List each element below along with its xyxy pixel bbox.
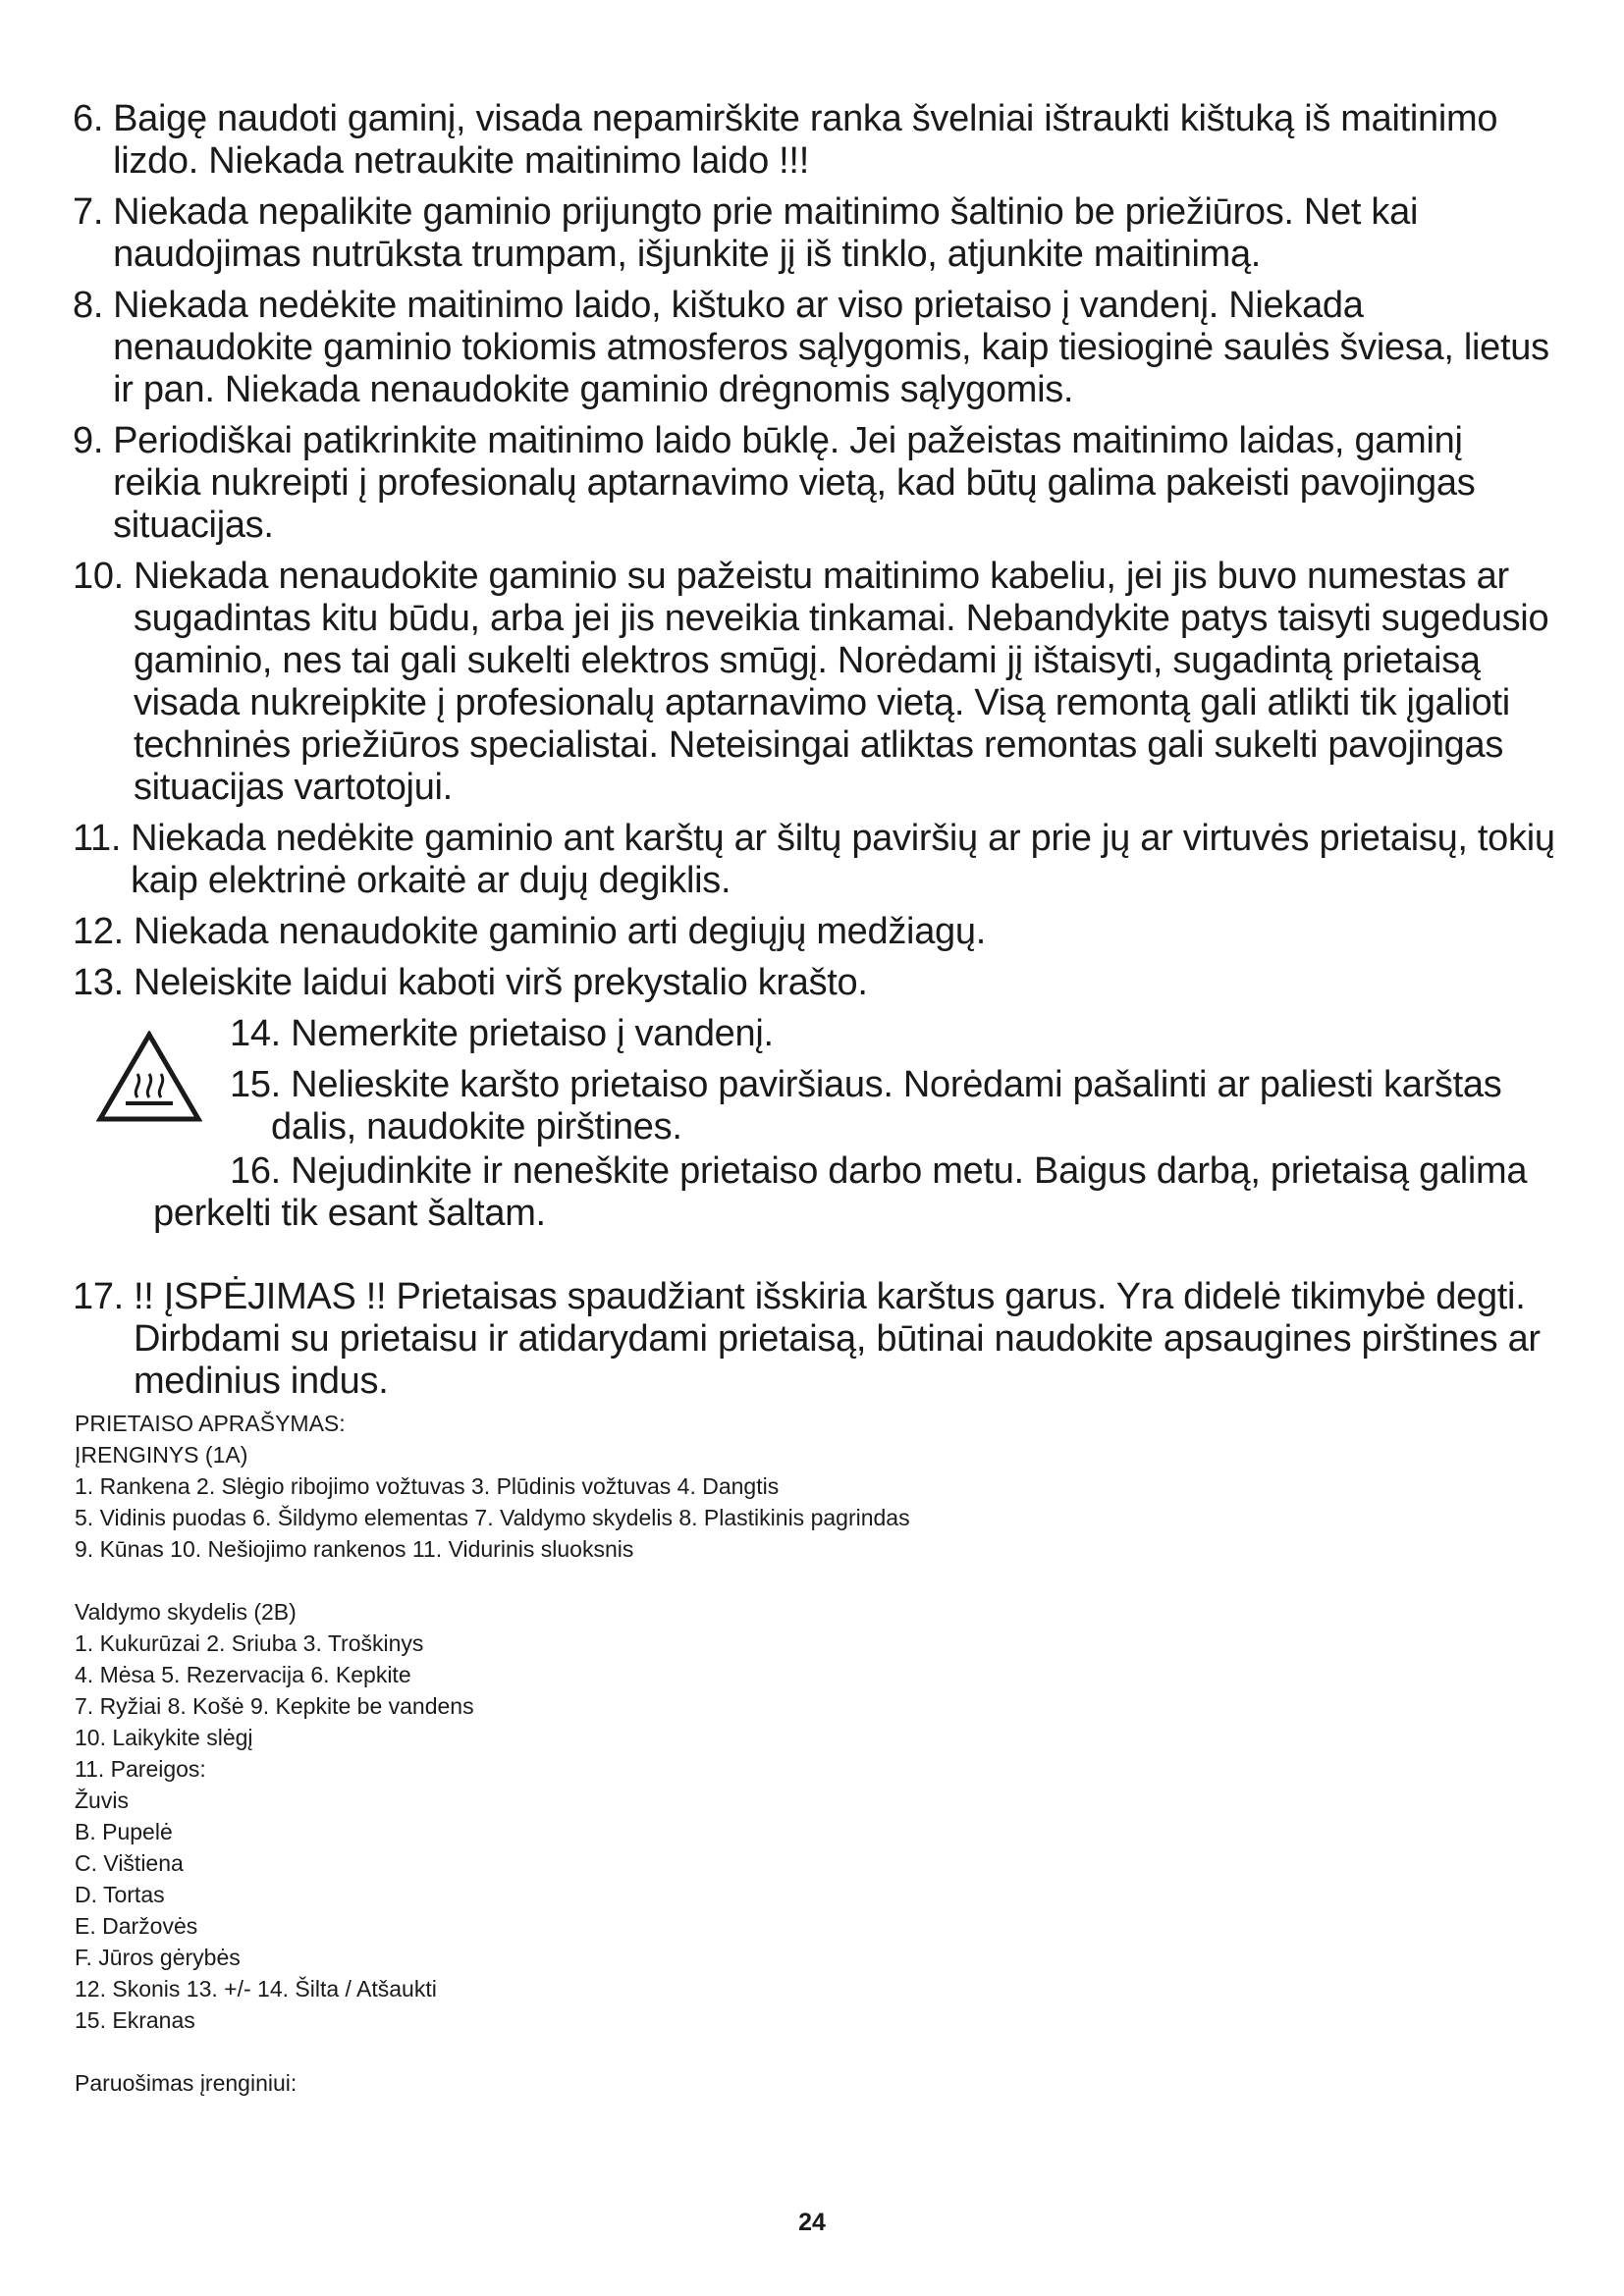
panel-line: C. Vištiena: [75, 1850, 184, 1876]
instruction-item: [73, 420, 1555, 547]
device-description: [75, 1408, 1351, 2099]
device-title: ĮRENGINYS (1A): [75, 1442, 248, 1468]
item-text: Periodiškai patikrinkite maitinimo laido būklę. Jei pažeistas maitinimo laidas, gaminį reikia nukreipti į profesionalų aptarnavimo vietą, kad būtų galima pakeisti pavojingas situacijas.: [113, 420, 1476, 546]
instruction-item: [73, 191, 1555, 276]
item-number: 6.: [73, 98, 104, 139]
instruction-item: [73, 818, 1555, 902]
panel-line: D. Tortas: [75, 1882, 165, 1907]
warning-item-17: [73, 1276, 1555, 1403]
panel-line: 11. Pareigos:: [75, 1756, 206, 1782]
item-text: Niekada nenaudokite gaminio su pažeistu maitinimo kabeliu, jei jis buvo numestas ar sugadintas kitu būdu, arba jei jis neveikia tinkamai. Nebandykite patys taisyti sugedusio gaminio, nes tai gali sukelti elektros smūgį. Norėdami jį ištaisyti, sugadintą prietaisą visada nukreipkite į profesionalų aptarnavimo vietą. Visą remontą gali atlikti tik įgalioti techninės priežiūros specialistai. Neteisingai atliktas remontas gali sukelti pavojingas situacijas vartotojui.: [133, 556, 1549, 808]
panel-title: Valdymo skydelis (2B): [75, 1599, 297, 1625]
warning-item-16-continuation: perkelti tik esant šaltam.: [153, 1193, 546, 1234]
warning-item-15: [230, 1064, 1545, 1148]
page-number: 24: [798, 2209, 826, 2236]
item-text: !! ĮSPĖJIMAS !! Prietaisas spaudžiant išskiria karštus garus. Yra didelė tikimybė degti. Dirbdami su prietaisu ir atidarydami prietaisą, būtinai naudokite apsaugines pirštines ar medinius indus.: [133, 1276, 1541, 1402]
item-text: Niekada nepalikite gaminio prijungto prie maitinimo šaltinio be priežiūros. Net kai naudojimas nutrūksta trumpam, išjunkite jį iš tinklo, atjunkite maitinimą.: [113, 191, 1419, 275]
panel-line: 10. Laikykite slėgį: [75, 1725, 253, 1750]
item-number: 8.: [73, 285, 104, 326]
panel-line: 7. Ryžiai 8. Košė 9. Kepkite be vandens: [75, 1693, 474, 1719]
item-text: Niekada nedėkite gaminio ant karštų ar šiltų paviršių ar prie jų ar virtuvės prietaisų, tokių kaip elektrinė orkaitė ar dujų degiklis.: [131, 818, 1555, 901]
device-parts-line: 9. Kūnas 10. Nešiojimo rankenos 11. Vidurinis sluoksnis: [75, 1536, 634, 1562]
panel-line: B. Pupelė: [75, 1819, 173, 1844]
description-heading: PRIETAISO APRAŠYMAS:: [75, 1411, 346, 1436]
panel-line: 4. Mėsa 5. Rezervacija 6. Kepkite: [75, 1662, 411, 1687]
item-text: Baigę naudoti gaminį, visada nepamirškite ranka švelniai ištraukti kištuką iš maitinimo lizdo. Niekada netraukite maitinimo laido !!!: [113, 98, 1498, 182]
instruction-item: [73, 962, 1555, 1004]
instruction-item: [73, 285, 1555, 411]
warning-item-15-line1: 15. Nelieskite karšto prietaiso paviršiaus. Norėdami pašalinti ar paliesti karštas: [230, 1064, 1502, 1105]
panel-line: F. Jūros gėrybės: [75, 1945, 241, 1970]
instruction-item: [73, 556, 1555, 809]
item-text: Neleiskite laidui kaboti virš prekystalio krašto.: [133, 962, 868, 1003]
item-number: 9.: [73, 420, 104, 461]
panel-line: 15. Ekranas: [75, 2007, 195, 2033]
hot-surface-warning-block: [73, 1013, 1555, 1268]
item-number: 12.: [73, 911, 124, 952]
item-text: Niekada nenaudokite gaminio arti degiųjų medžiagų.: [133, 911, 986, 952]
item-number: 13.: [73, 962, 124, 1003]
panel-line: 12. Skonis 13. +/- 14. Šilta / Atšaukti: [75, 1976, 437, 2002]
panel-line: Žuvis: [75, 1788, 129, 1813]
safety-instructions: [73, 98, 1555, 1412]
instruction-item: [73, 98, 1555, 183]
item-number: 10.: [73, 556, 124, 597]
device-parts-line: 1. Rankena 2. Slėgio ribojimo vožtuvas 3. Plūdinis vožtuvas 4. Dangtis: [75, 1473, 780, 1499]
warning-item-16: 16. Nejudinkite ir neneškite prietaiso darbo metu. Baigus darbą, prietaisą galima: [230, 1150, 1528, 1192]
hot-surface-warning-icon: [96, 1031, 202, 1125]
preparation-title: Paruošimas įrenginiui:: [75, 2070, 298, 2096]
warning-item-14: 14. Nemerkite prietaiso į vandenį.: [230, 1013, 774, 1054]
item-text: Niekada nedėkite maitinimo laido, kištuko ar viso prietaiso į vandenį. Niekada nenaudokite gaminio tokiomis atmosferos sąlygomis, kaip tiesioginė saulės šviesa, lietus ir pan. Niekada nenaudokite gaminio drėgnomis sąlygomis.: [113, 285, 1549, 410]
panel-line: E. Daržovės: [75, 1913, 198, 1939]
item-number: 7.: [73, 191, 104, 233]
device-parts-line: 5. Vidinis puodas 6. Šildymo elementas 7. Valdymo skydelis 8. Plastikinis pagrindas: [75, 1505, 910, 1530]
item-number: 17.: [73, 1276, 124, 1317]
panel-line: 1. Kukurūzai 2. Sriuba 3. Troškinys: [75, 1630, 424, 1656]
warning-item-15-line2: dalis, naudokite pirštines.: [271, 1106, 682, 1148]
instruction-item: [73, 911, 1555, 953]
item-number: 11.: [73, 818, 122, 859]
